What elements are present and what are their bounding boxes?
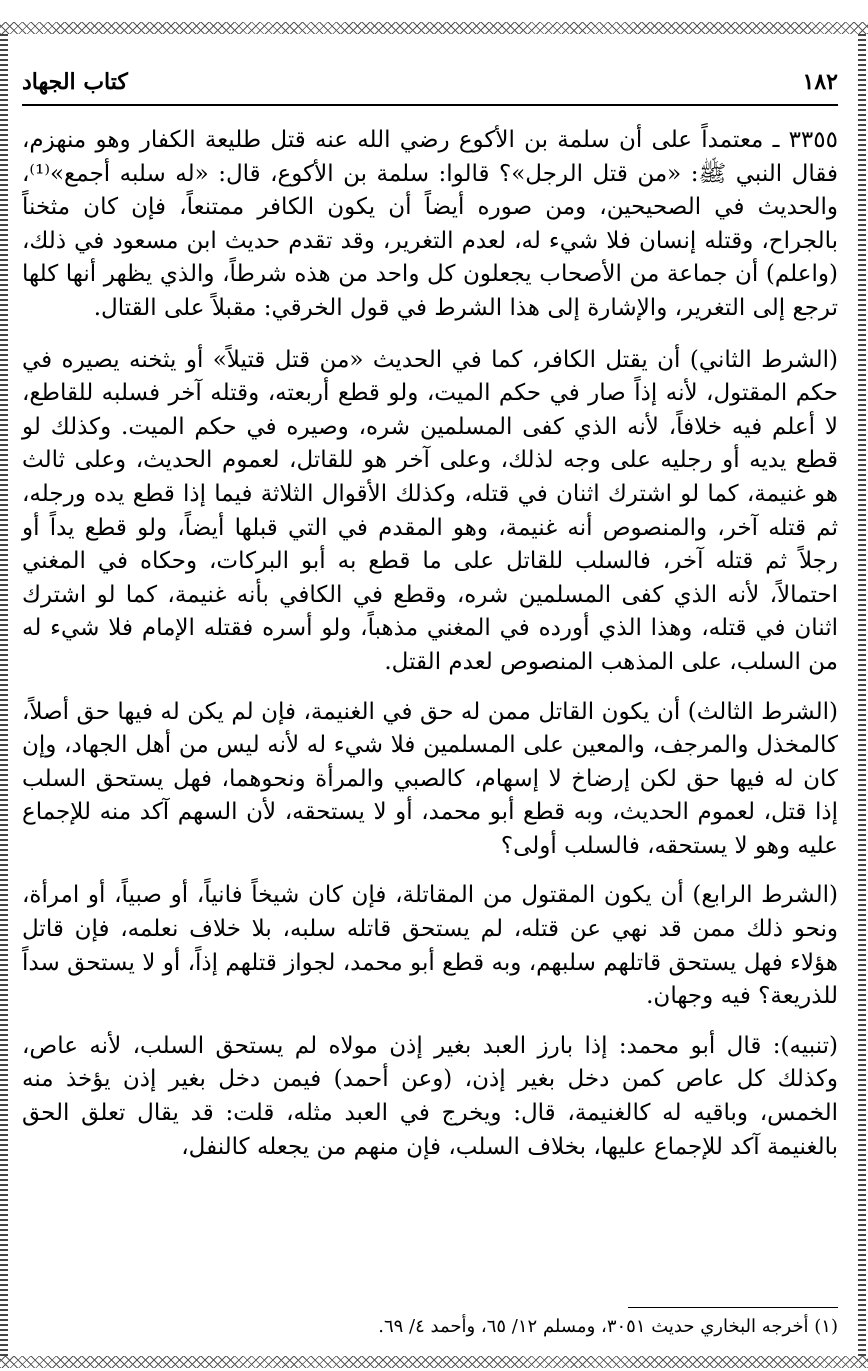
page-body xyxy=(22,124,838,1180)
paragraph-second-condition: (الشرط الثاني) أن يقتل الكافر، كما في الحديث «من قتل قتيلاً» أو يثخنه يصيره في حكم المقتول، لأنه إذاً صار في حكم الميت، ولو قطع أربعته، وقتله آخر فسلبه للقاطع، لا أعلم فيه خلافاً، لأنه الذي كفى المسلمين شره، وصيره في حكم الميت. وكذلك لو قطع يديه أو رجليه على وجه لذلك، وعلى آخر هو للقاتل، لعموم الحديث، وعلى ثالث هو غنيمة، كما لو اشترك اثنان في قتله، وكذلك الأقوال الثلاثة فيما إذا قطع يده ورجله، ثم قتله آخر، والمنصوص أنه غنيمة، وهو المقدم في التي قبلها أيضاً، ولو قطع يداً أو رجلاً ثم قتله آخر، فالسلب للقاتل على ما قطع به أبو البركات، وحكاه في المغني احتمالاً، لأنه الذي كفى المسلمين شره، وقطع في الكافي بأنه غنيمة، كما لو اشترك اثنان في قتله، وهذا الذي أورده في المغني مذهباً، ولو أسره فقتله الإمام فلا شيء له من السلب، على المذهب المنصوص لعدم القتل. xyxy=(22,346,839,675)
paragraph-intro: ٣٣٥٥ ـ معتمداً على أن سلمة بن الأكوع رضي الله عنه قتل طليعة الكفار وهو منهزم، فقال النبي ﷺ: «من قتل الرجل»؟ قالوا: سلمة بن الأكوع، قال: «له سلبه أجمع»⁽¹⁾، والحديث في الصحيحين، ومن صوره أيضاً أن يكون الكافر ممتنعاً، فإن كان مثخناً بالجراح، وقتله إنسان فلا شيء له، لعدم التغرير، وقد تقدم حديث ابن مسعود في ذلك، (واعلم) أن جماعة من الأصحاب يجعلون كل واحد من هذه شرطاً، والذي يظهر أنها كلها ترجع إلى التغرير، والإشارة إلى هذا الشرط في قول الخرقي: مقبلاً على القتال. xyxy=(22,127,838,321)
footnote: (١) أخرجه البخاري حديث ٣٠٥١، ومسلم ١٢/ ٦٥، وأحمد ٤/ ٦٩. xyxy=(378,1316,838,1337)
bottom-border-ornament xyxy=(0,1356,868,1368)
book-title: كتاب الجهاد xyxy=(22,69,128,95)
left-border-ornament xyxy=(0,34,8,1356)
paragraph-fourth-condition: (الشرط الرابع) أن يكون المقتول من المقاتلة، فإن كان شيخاً فانياً، أو صبياً، أو امرأة، ونحو ذلك ممن قد نهي عن قتله، لم يستحق قاتله سلبه، بلا خلاف نعلمه، فإن قاتل هؤلاء فهل يستحق قاتلهم سلبهم، وبه قطع أبو محمد، لجواز قتلهم إذاً، أو لا يستحق سداً للذريعة؟ فيه وجهان. xyxy=(22,882,838,1010)
header-divider xyxy=(22,104,838,106)
top-border-ornament xyxy=(0,22,868,34)
paragraph-note: (تنبيه): قال أبو محمد: إذا بارز العبد بغير إذن مولاه لم يستحق السلب، لأنه عاص، وكذلك كل عاص كمن دخل بغير إذن، (وعن أحمد) فيمن دخل بغير إذن يؤخذ منه الخمس، وباقيه له كالغنيمة، قال: ويخرج في العبد مثله، قلت: قد يقال تعلق الحق بالغنيمة آكد للإجماع عليها، بخلاف السلب، فإن منهم من يجعله كالنفل، xyxy=(22,1032,838,1160)
page-header xyxy=(22,62,838,102)
footnote-divider xyxy=(628,1307,838,1308)
paragraph-third-condition: (الشرط الثالث) أن يكون القاتل ممن له حق في الغنيمة، فإن لم يكن له فيها حق أصلاً، كالمخذل والمرجف، والمعين على المسلمين فلا شيء له لأنه ليس من أهل الجهاد، وإن كان له فيها حق لكن إرضاخ لا إسهام، كالصبي والمرأة ونحوهما، فهل يستحق السلب إذا قتل، لعموم الحديث، وبه قطع أبو محمد، أو لا يستحقه، لأن السهم آكد منه للإجماع عليه وهو لا يستحقه، فالسلب أولى؟ xyxy=(22,698,838,859)
page-number: ١٨٢ xyxy=(802,69,838,95)
right-border-ornament xyxy=(858,34,866,1356)
